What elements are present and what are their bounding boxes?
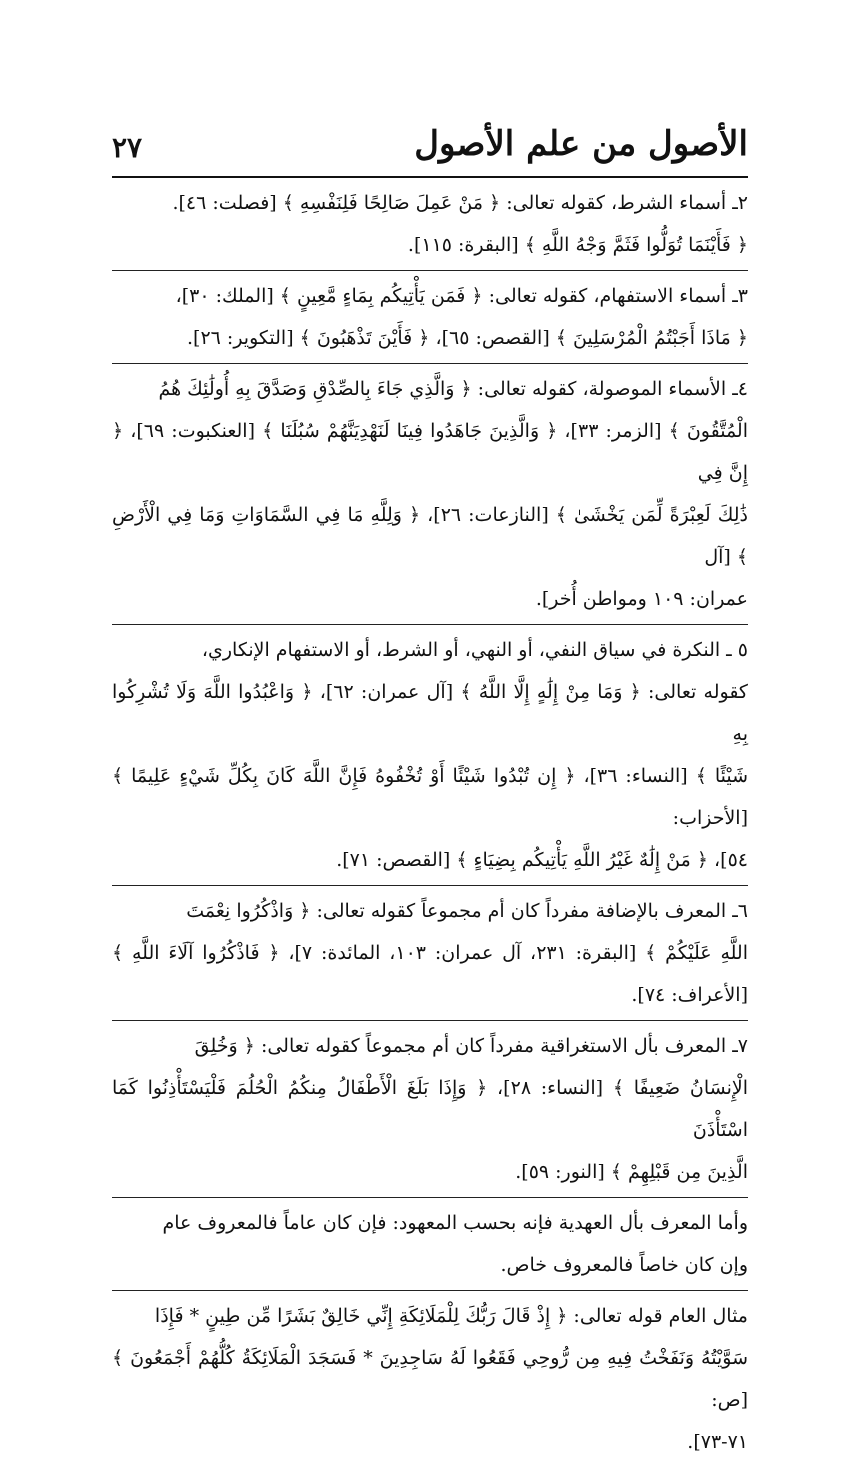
- text-line: اللَّهِ عَلَيْكُمْ ﴾ [البقرة: ٢٣١، آل عمران: ١٠٣، المائدة: ٧]، ﴿ فَاذْكُرُوا آلَاءَ اللَّهِ ﴾ [الأعراف: ٧٤].: [112, 942, 748, 1006]
- text-line: عمران: ١٠٩ ومواطن أُخر].: [535, 588, 748, 610]
- text-line: ﴿ فَأَيْنَمَا تُوَلُّوا فَثَمَّ وَجْهُ اللَّهِ ﴾ [البقرة: ١١٥].: [407, 234, 748, 256]
- text-line: ٧١-٧٣].: [687, 1431, 748, 1453]
- section-divider: [112, 270, 748, 271]
- text-line: ٥٤]، ﴿ مَنْ إِلَٰهٌ غَيْرُ اللَّهِ يَأْتِيكُم بِضِيَاءٍ ﴾ [القصص: ٧١].: [336, 849, 748, 871]
- paragraph-definite-known: [112, 1202, 748, 1286]
- text-line: سَوَّيْتُهُ وَنَفَخْتُ فِيهِ مِن رُّوحِي فَقَعُوا لَهُ سَاجِدِينَ * فَسَجَدَ الْمَلَائِكَةُ كُلُّهُمْ أَجْمَعُونَ ﴾ [ص:: [112, 1347, 748, 1411]
- paragraph-definite-by-annexation: [112, 890, 748, 1016]
- section-divider: [112, 1020, 748, 1021]
- text-line: الَّذِينَ مِن قَبْلِهِمْ ﴾ [النور: ٥٩].: [515, 1161, 748, 1183]
- text-line: مثال العام قوله تعالى: ﴿ إِذْ قَالَ رَبُّكَ لِلْمَلَائِكَةِ إِنِّي خَالِقٌ بَشَرًا مِّن طِينٍ * فَإِذَا: [154, 1305, 748, 1327]
- text-line: شَيْئًا ﴾ [النساء: ٣٦]، ﴿ إِن تُبْدُوا شَيْئًا أَوْ تُخْفُوهُ فَإِنَّ اللَّهَ كَانَ بِكُلِّ شَيْءٍ عَلِيمًا ﴾ [الأحزاب:: [112, 765, 748, 829]
- text-line: الْمُتَّقُونَ ﴾ [الزمر: ٣٣]، ﴿ وَالَّذِينَ جَاهَدُوا فِينَا لَنَهْدِيَنَّهُمْ سُبُلَنَا ﴾ [العنكبوت: ٦٩]، ﴿ إِنَّ فِي: [112, 420, 749, 484]
- paragraph-indefinite-noun: [112, 629, 748, 881]
- text-line: ﴿ مَاذَا أَجَبْتُمُ الْمُرْسَلِينَ ﴾ [القصص: ٦٥]، ﴿ فَأَيْنَ تَذْهَبُونَ ﴾ [التكوير: ٢٦].: [187, 327, 748, 349]
- paragraph-general-example: [112, 1295, 748, 1463]
- page-content: [112, 182, 748, 1463]
- text-line: وأما المعرف بأل العهدية فإنه بحسب المعهود: فإن كان عاماً فالمعروف عام: [162, 1212, 748, 1234]
- page-number: ٢٧: [112, 131, 143, 164]
- text-line: وإن كان خاصاً فالمعروف خاص.: [500, 1254, 748, 1276]
- text-line: ٦ـ المعرف بالإضافة مفرداً كان أم مجموعاً كقوله تعالى: ﴿ وَاذْكُرُوا نِعْمَتَ: [186, 900, 748, 922]
- running-title: الأصول من علم الأصول: [414, 124, 748, 164]
- text-line: ٣ـ أسماء الاستفهام، كقوله تعالى: ﴿ فَمَن يَأْتِيكُم بِمَاءٍ مَّعِينٍ ﴾ [الملك: ٣٠]،: [175, 285, 748, 307]
- section-divider: [112, 624, 748, 625]
- section-divider: [112, 885, 748, 886]
- text-line: ٥ ـ النكرة في سياق النفي، أو النهي، أو الشرط، أو الاستفهام الإنكاري،: [201, 639, 748, 661]
- section-divider: [112, 1290, 748, 1291]
- paragraph-interrogative-nouns: [112, 275, 748, 359]
- text-line: ٧ـ المعرف بأل الاستغراقية مفرداً كان أم مجموعاً كقوله تعالى: ﴿ وَخُلِقَ: [194, 1035, 748, 1057]
- paragraph-conditional-nouns: [112, 182, 748, 266]
- section-divider: [112, 1197, 748, 1198]
- text-line: كقوله تعالى: ﴿ وَمَا مِنْ إِلَٰهٍ إِلَّا اللَّهُ ﴾ [آل عمران: ٦٢]، ﴿ وَاعْبُدُوا اللَّهَ وَلَا تُشْرِكُوا بِهِ: [112, 681, 748, 745]
- paragraph-relative-nouns: [112, 368, 748, 620]
- header-rule: [112, 176, 748, 178]
- paragraph-definite-by-al: [112, 1025, 748, 1193]
- text-line: ذَٰلِكَ لَعِبْرَةً لِّمَن يَخْشَىٰ ﴾ [النازعات: ٢٦]، ﴿ وَلِلَّهِ مَا فِي السَّمَاوَاتِ وَمَا فِي الْأَرْضِ ﴾ [آل: [112, 504, 748, 568]
- section-divider: [112, 363, 748, 364]
- text-line: ٢ـ أسماء الشرط، كقوله تعالى: ﴿ مَنْ عَمِلَ صَالِحًا فَلِنَفْسِهِ ﴾ [فصلت: ٤٦].: [172, 192, 748, 214]
- text-line: ٤ـ الأسماء الموصولة، كقوله تعالى: ﴿ وَالَّذِي جَاءَ بِالصِّدْقِ وَصَدَّقَ بِهِ أُولَٰئِكَ هُمُ: [158, 378, 748, 400]
- page-header: [112, 122, 748, 174]
- text-line: الْإِنسَانُ ضَعِيفًا ﴾ [النساء: ٢٨]، ﴿ وَإِذَا بَلَغَ الْأَطْفَالُ مِنكُمُ الْحُلُمَ فَلْيَسْتَأْذِنُوا كَمَا اسْتَأْذَنَ: [112, 1077, 748, 1141]
